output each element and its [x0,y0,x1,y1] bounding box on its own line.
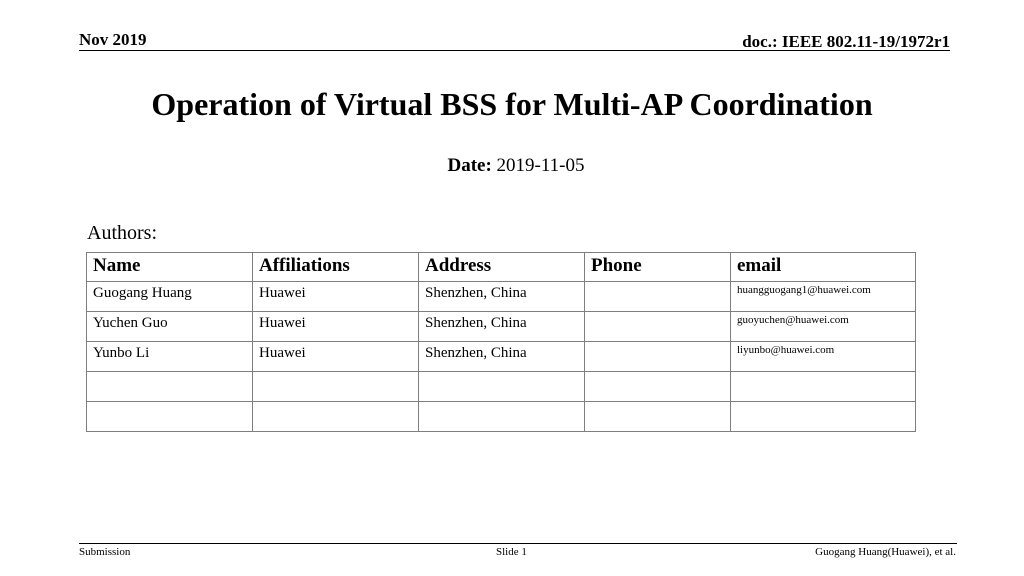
table-row [87,402,916,432]
author-address [419,372,585,402]
author-affiliation [253,402,419,432]
authors-label: Authors: [87,222,157,244]
table-row [87,372,916,402]
author-email: guoyuchen@huawei.com [731,312,916,342]
author-email: liyunbo@huawei.com [731,342,916,372]
table-header-row [87,253,916,282]
header-rule [79,50,950,51]
column-header-phone: Phone [585,253,731,282]
table-row [87,282,916,312]
author-name [87,372,253,402]
footer-rule [79,543,957,544]
author-email [731,402,916,432]
column-header-affiliations: Affiliations [253,253,419,282]
author-phone [585,402,731,432]
author-phone [585,312,731,342]
author-phone [585,372,731,402]
date-label: Date: [447,155,492,176]
header-date: Nov 2019 [79,30,147,49]
column-header-name: Name [87,253,253,282]
author-address: Shenzhen, China [419,342,585,372]
table-row [87,312,916,342]
author-address: Shenzhen, China [419,312,585,342]
author-phone [585,342,731,372]
author-affiliation [253,372,419,402]
author-affiliation: Huawei [253,282,419,312]
author-address: Shenzhen, China [419,282,585,312]
slide-title: Operation of Virtual BSS for Multi-AP Coordination [151,86,873,122]
author-address [419,402,585,432]
column-header-address: Address [419,253,585,282]
author-name: Yunbo Li [87,342,253,372]
footer-slide-number: Slide 1 [496,546,527,558]
column-header-email: email [731,253,916,282]
header-doc-id: doc.: IEEE 802.11-19/1972r1 [742,32,950,51]
date-line [0,155,1024,177]
footer-authors: Guogang Huang(Huawei), et al. [815,546,956,558]
date-value: 2019-11-05 [491,155,585,176]
author-name: Guogang Huang [87,282,253,312]
author-affiliation: Huawei [253,312,419,342]
authors-table [86,252,916,432]
author-affiliation: Huawei [253,342,419,372]
author-name: Yuchen Guo [87,312,253,342]
footer-submission: Submission [79,546,131,558]
author-email [731,372,916,402]
author-phone [585,282,731,312]
table-row [87,342,916,372]
author-name [87,402,253,432]
author-email: huangguogang1@huawei.com [731,282,916,312]
